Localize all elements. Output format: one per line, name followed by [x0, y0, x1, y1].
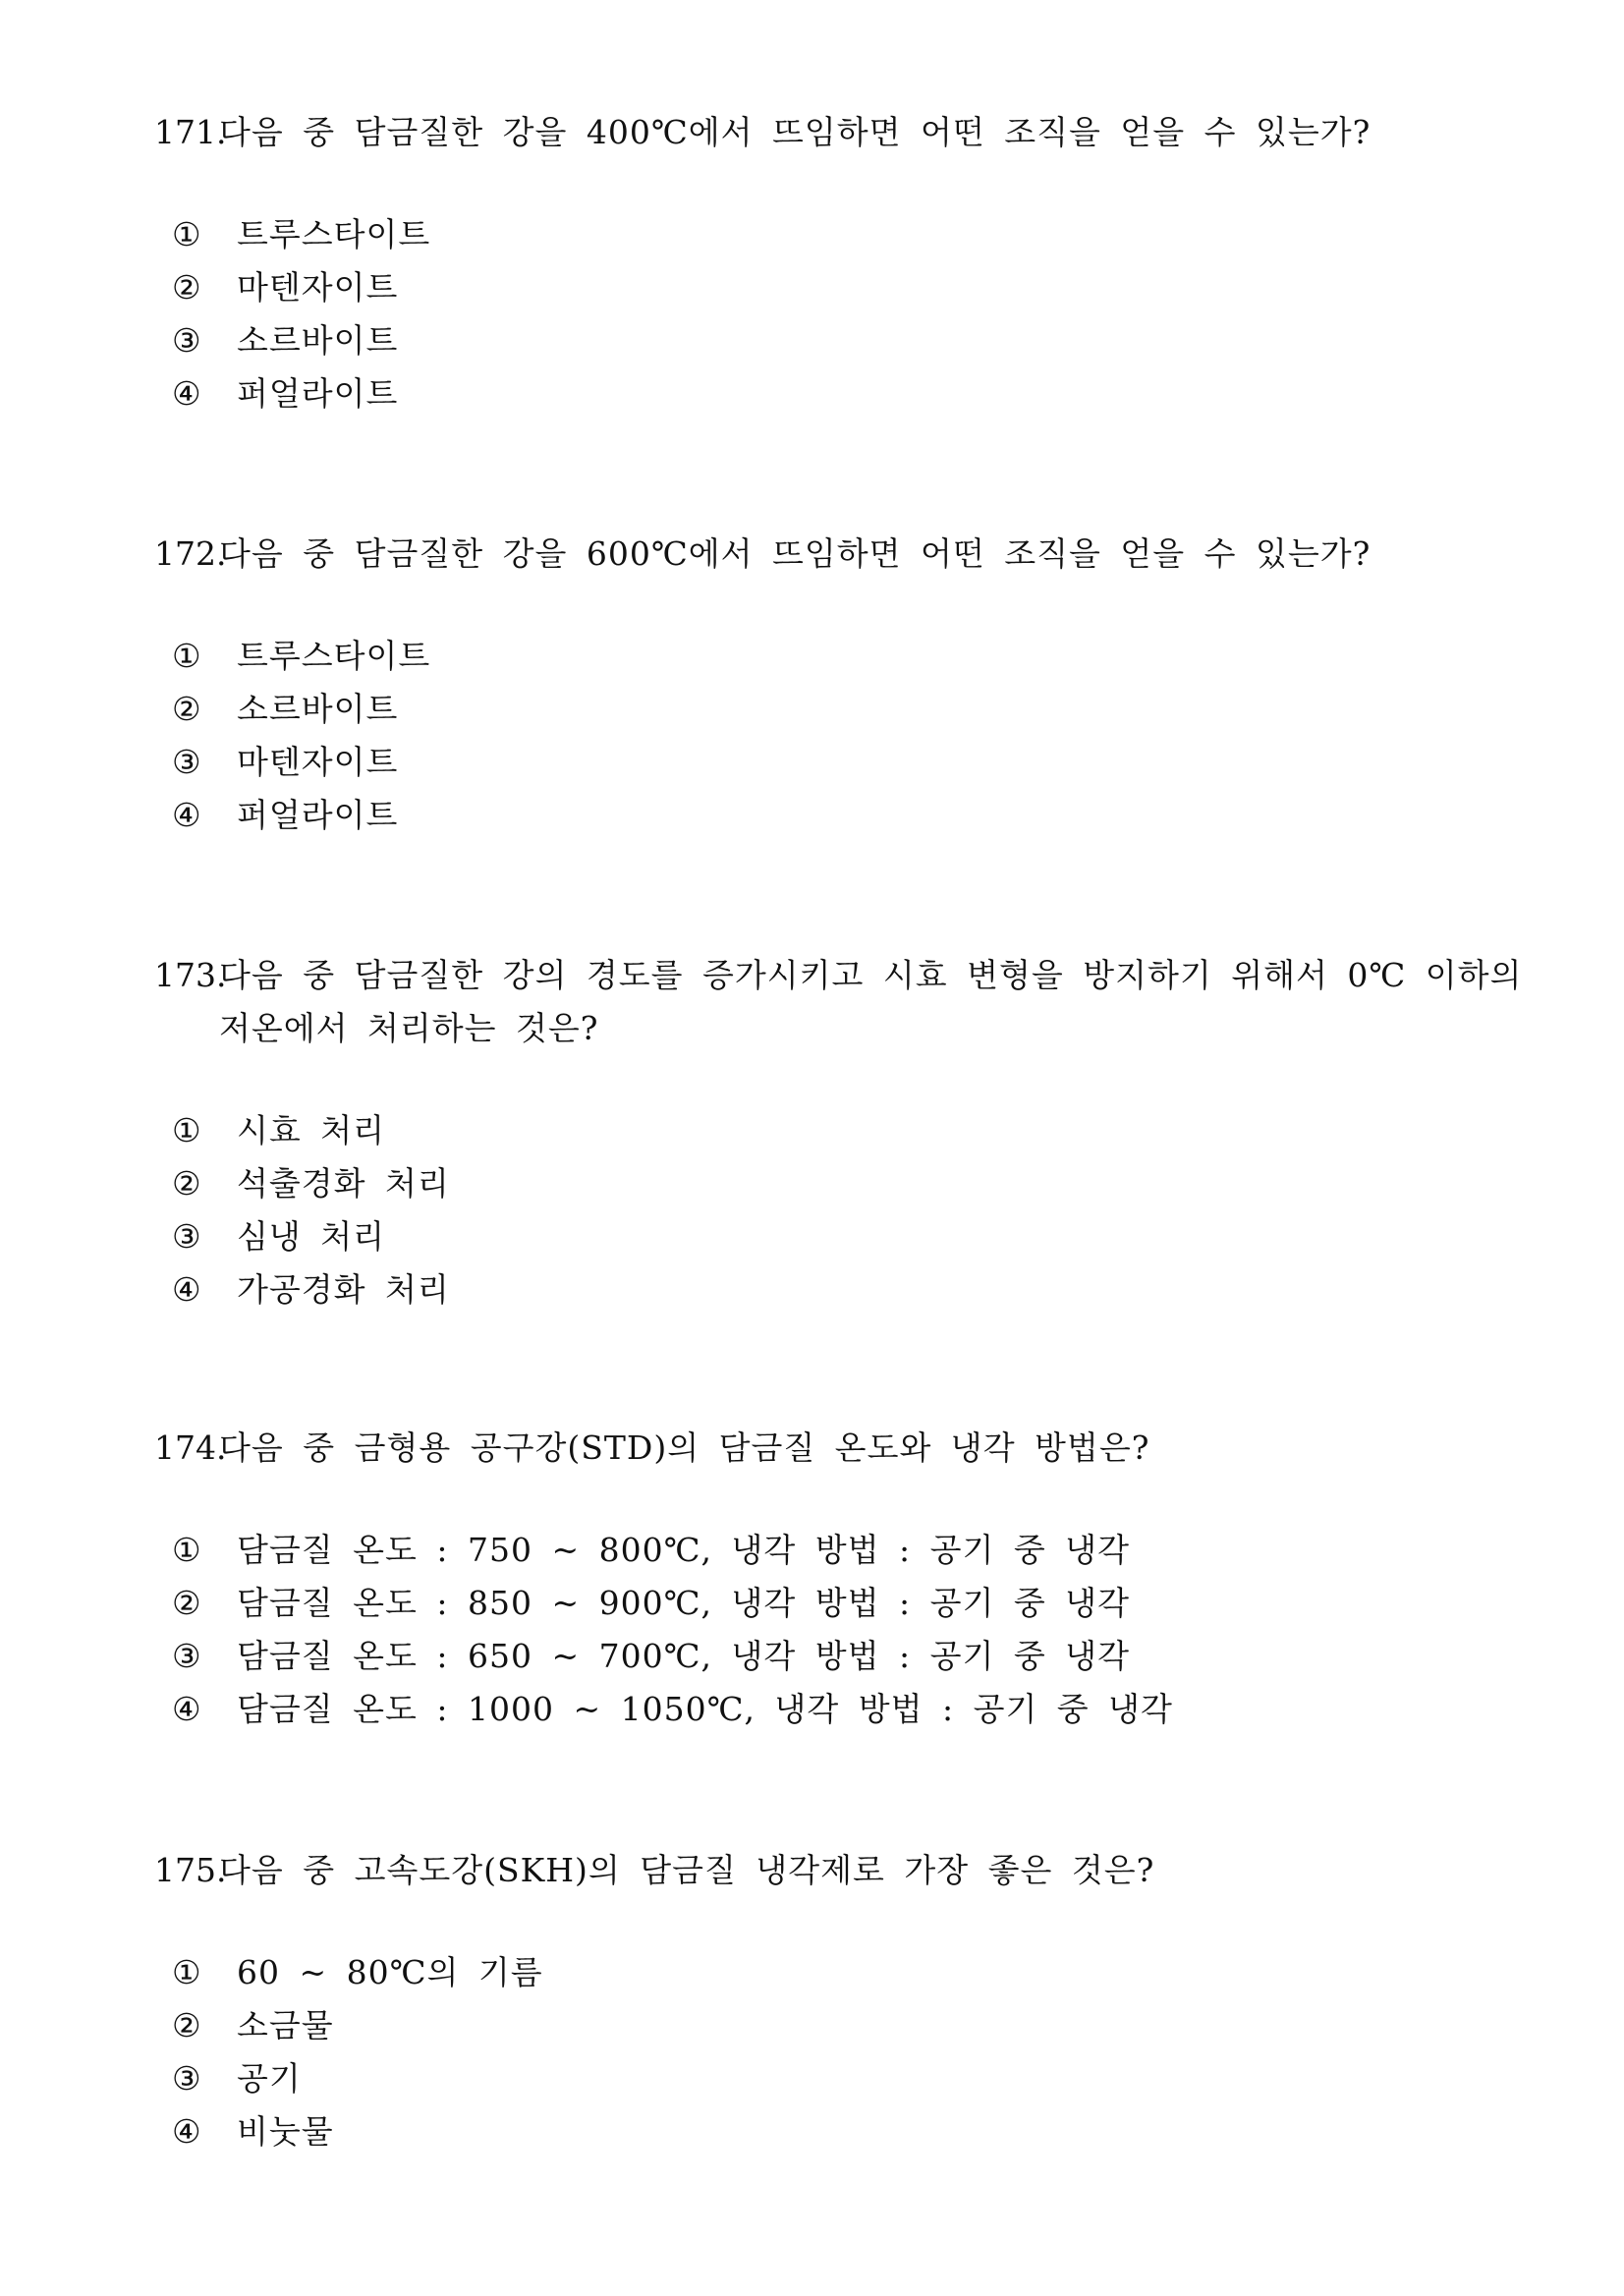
option-text: 트루스타이트: [237, 215, 431, 253]
option-text: 담금질 온도 : 750 ~ 800℃, 냉각 방법 : 공기 중 냉각: [237, 1531, 1130, 1569]
option-text: 담금질 온도 : 1000 ~ 1050℃, 냉각 방법 : 공기 중 냉각: [237, 1690, 1173, 1728]
question-stem: [154, 528, 1510, 581]
option-text: 소금물: [237, 2006, 334, 2044]
answer-options: [154, 1946, 1510, 2158]
option-marker: ②: [172, 1584, 201, 1622]
question-171: [154, 106, 1510, 420]
answer-option-1[interactable]: [172, 1946, 1510, 1999]
answer-option-3[interactable]: [172, 736, 1510, 789]
question-number: 173.: [154, 956, 227, 994]
question-number: 175.: [154, 1851, 227, 1889]
option-text: 퍼얼라이트: [237, 374, 399, 413]
option-marker: ④: [172, 1270, 201, 1309]
answer-option-2[interactable]: [172, 683, 1510, 736]
option-text: 공기: [237, 2059, 302, 2098]
answer-option-4[interactable]: [172, 1263, 1510, 1316]
answer-options: [154, 630, 1510, 842]
question-text-continued: 저온에서 처리하는 것은?: [219, 1009, 599, 1047]
answer-option-1[interactable]: [172, 630, 1510, 683]
option-text: 60 ~ 80℃의 기름: [237, 1953, 543, 1991]
option-text: 비눗물: [237, 2112, 334, 2151]
option-marker: ④: [172, 796, 201, 834]
answer-option-2[interactable]: [172, 1577, 1510, 1630]
answer-option-4[interactable]: [172, 789, 1510, 842]
option-marker: ③: [172, 1217, 201, 1256]
answer-option-4[interactable]: [172, 367, 1510, 420]
question-text: 다음 중 담금질한 강의 경도를 증가시키고 시효 변형을 방지하기 위해서 0℃ 이하의: [219, 956, 1523, 994]
question-172: [154, 528, 1510, 842]
option-text: 석출경화 처리: [237, 1164, 450, 1203]
option-text: 트루스타이트: [237, 637, 431, 675]
answer-option-1[interactable]: [172, 208, 1510, 261]
option-text: 시효 처리: [237, 1111, 386, 1149]
answer-option-2[interactable]: [172, 1999, 1510, 2052]
answer-option-3[interactable]: [172, 1630, 1510, 1683]
question-number: 171.: [154, 113, 227, 151]
answer-option-2[interactable]: [172, 1157, 1510, 1210]
option-marker: ③: [172, 1637, 201, 1675]
question-stem: [154, 1844, 1510, 1897]
option-text: 마텐자이트: [237, 743, 399, 781]
option-marker: ④: [172, 1690, 201, 1728]
option-marker: ②: [172, 2006, 201, 2044]
question-stem: [154, 106, 1510, 159]
option-marker: ①: [172, 1111, 201, 1149]
answer-option-3[interactable]: [172, 1210, 1510, 1263]
question-text: 다음 중 고속도강(SKH)의 담금질 냉각제로 가장 좋은 것은?: [219, 1851, 1155, 1889]
option-text: 소르바이트: [237, 690, 399, 728]
answer-option-3[interactable]: [172, 2052, 1510, 2105]
option-marker: ③: [172, 321, 201, 360]
question-stem: [154, 1422, 1510, 1475]
option-marker: ④: [172, 2112, 201, 2151]
option-marker: ①: [172, 1531, 201, 1569]
option-marker: ②: [172, 268, 201, 307]
question-number: 174.: [154, 1428, 227, 1467]
answer-option-1[interactable]: [172, 1524, 1510, 1577]
option-marker: ①: [172, 215, 201, 253]
question-175: [154, 1844, 1510, 2158]
answer-options: [154, 208, 1510, 420]
question-number: 172.: [154, 534, 227, 573]
option-marker: ④: [172, 374, 201, 413]
answer-option-2[interactable]: [172, 261, 1510, 314]
option-text: 가공경화 처리: [237, 1270, 450, 1309]
option-marker: ②: [172, 690, 201, 728]
option-text: 마텐자이트: [237, 268, 399, 307]
question-stem: [154, 949, 1523, 1055]
option-marker: ③: [172, 743, 201, 781]
option-text: 심냉 처리: [237, 1217, 386, 1256]
answer-options: [154, 1524, 1510, 1736]
option-marker: ③: [172, 2059, 201, 2098]
question-text: 다음 중 담금질한 강을 400℃에서 뜨임하면 어떤 조직을 얻을 수 있는가?: [219, 113, 1372, 151]
option-marker: ②: [172, 1164, 201, 1203]
option-marker: ①: [172, 637, 201, 675]
option-marker: ①: [172, 1953, 201, 1991]
answer-option-4[interactable]: [172, 1683, 1510, 1736]
question-174: [154, 1422, 1510, 1736]
answer-option-1[interactable]: [172, 1104, 1510, 1157]
option-text: 소르바이트: [237, 321, 399, 360]
answer-option-3[interactable]: [172, 314, 1510, 367]
question-text: 다음 중 담금질한 강을 600℃에서 뜨임하면 어떤 조직을 얻을 수 있는가?: [219, 534, 1372, 573]
option-text: 퍼얼라이트: [237, 796, 399, 834]
question-173: [154, 949, 1523, 1316]
answer-options: [154, 1104, 1510, 1316]
answer-option-4[interactable]: [172, 2105, 1510, 2158]
option-text: 담금질 온도 : 650 ~ 700℃, 냉각 방법 : 공기 중 냉각: [237, 1637, 1130, 1675]
question-text: 다음 중 금형용 공구강(STD)의 담금질 온도와 냉각 방법은?: [219, 1428, 1150, 1467]
option-text: 담금질 온도 : 850 ~ 900℃, 냉각 방법 : 공기 중 냉각: [237, 1584, 1130, 1622]
